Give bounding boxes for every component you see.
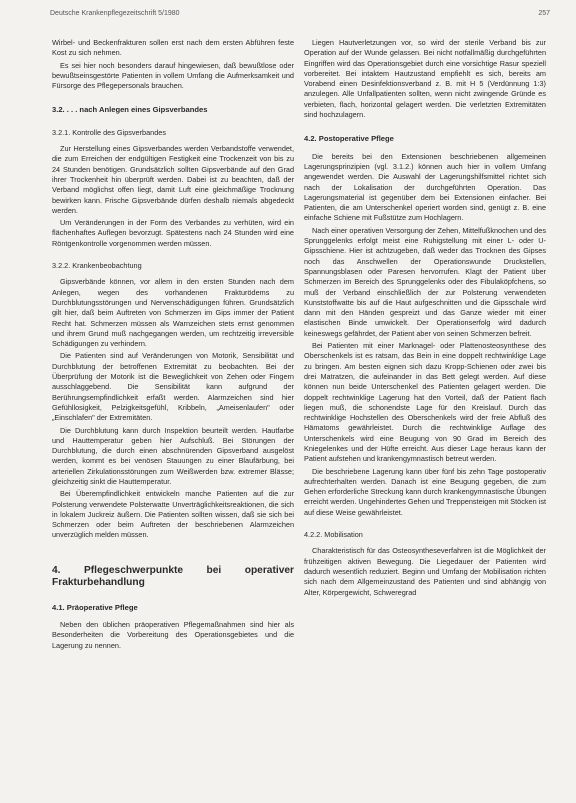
journal-title: Deutsche Krankenpflegezeitschrift 5/1980 [50, 10, 180, 17]
paragraph: Nach einer operativen Versorgung der Zehen, Mittelfußknochen und des Sprunggelenks erfolgt meist eine Ruhigstellung mit einer L- oder U-Gipsschiene. Hier ist achtzugeben, daß weder das Trocknen des Gipses noch das Anschwellen der Operationswunde Druckstellen, Spannungsblasen oder Paresen hervorrufen. Klagt der Patient über Schmerzen im Bereich des Sprunggelenks oder des Fibulaköpfchens, so muß der Verband einschließlich der zur Polsterung verwendeten Kunststoffwatte bis auf die Haut aufgeschnitten und die Gipsschale wird dann mit den Händen gespreizt und das Ganze wieder mit einer elastischen Binde umwickelt. Der Operationserfolg wird dadurch keineswegs gefährdet, der Patient aber von seinen Schmerzen befreit. [304, 225, 546, 338]
right-column [304, 38, 546, 600]
paragraph: Bei Überempfindlichkeit entwickeln manche Patienten auf die zur Polsterung verwendete Polsterwatte Unverträglichkeitsreaktionen, die sich in lokalem Juckreiz äußern. Die Patienten sollten wissen, daß sie sich bei Schmerzen oder beim Auftreten der beschriebenen Alarmzeichen unverzüglich melden müssen. [52, 489, 294, 540]
page-number: 257 [538, 10, 550, 17]
paragraph: Um Veränderungen in der Form des Verbandes zu verhüten, wird ein flächenhaftes Auflegen bevorzugt. Spätestens nach 24 Stunden wird eine Röntgenkontrolle vorgenommen werden müssen. [52, 218, 294, 248]
chapter-heading-4: 4. Pflegeschwerpunkte bei operativer Frakturbehandlung [52, 564, 294, 588]
paragraph: Charakteristisch für das Osteosyntheseverfahren ist die Möglichkeit der frühzeitigen aktiven Bewegung. Die Liegedauer der Patienten wird dadurch wesentlich reduziert. Beginn und Umfang der Mobilisation richten sich nach dem Allgemeinzustand des Patienten und sind abhängig von Alter, Körpergewicht, Schweregrad [304, 546, 546, 597]
paragraph: Zur Herstellung eines Gipsverbandes werden Verbandstoffe verwendet, die zum Erreichen der endgültigen Festigkeit eine Trockenzeit von bis zu 24 Stunden benötigen. Grundsätzlich sollten Gipsverbände auf den Grad ihrer Trockenheit hin überprüft werden. Dabei ist zu beachten, daß der Verband möglichst offen liegt, damit Luft eine gleichmäßige Trocknung bewirken kann. Frische Gipsverbände dürfen deshalb niemals abgedeckt werden. [52, 144, 294, 215]
paragraph: Gipsverbände können, vor allem in den ersten Stunden nach dem Anlegen, wegen des vorhandenen Frakturödems zu Durchblutungsstörungen und Nervenschädigungen führen. Grundsätzlich gilt hier, daß beim Auftreten von Schmerzen im Gips immer der Patient Recht hat. Schmerzen müssen als Warnzeichen stets ernst genommen und ihrem Grund muß nachgegangen werden, um rechtzeitig irreversible Schädigungen zu verhindern. [52, 277, 294, 349]
subsection-heading-3-2-2: 3.2.2. Krankenbeobachtung [52, 261, 142, 271]
paragraph: Wirbel- und Beckenfrakturen sollen erst nach dem ersten Abführen feste Kost zu sich nehmen. [52, 38, 294, 58]
paragraph: Neben den üblichen präoperativen Pflegemaßnahmen sind hier als Besonderheiten die Vorbereitung des Operationsgebietes und die Lagerung zu nennen. [52, 620, 294, 650]
paragraph: Die beschriebene Lagerung kann über fünf bis zehn Tage postoperativ aufrechterhalten werden. Danach ist eine Beugung gegeben, die zum Gehen erforderliche Streckung kann durch krankengymnastische Übungen erreicht werden. Ungehindertes Gehen und Treppensteigen mit Stöcken ist auf diese Weise gewährleistet. [304, 466, 546, 517]
left-column [52, 38, 294, 653]
subsection-heading-4-2-2: 4.2.2. Mobilisation [304, 530, 363, 540]
paragraph: Die Durchblutung kann durch Inspektion beurteilt werden. Hautfarbe und Hauttemperatur geben hier Aufschluß. Bei Störungen der Durchblutung, die durch einen abschnürenden Gipsverband ausgelöst werden, kommt es bei venösen Stauungen zu einer Blaufärbung, bei arteriellen Zirkulationsstörungen zum Weißwerden bzw. extremer Blässe; gleichzeitig sinkt die Hauttemperatur. [52, 425, 294, 486]
section-heading-4-1: 4.1. Präoperative Pflege [52, 602, 138, 612]
paragraph: Bei Patienten mit einer Marknagel- oder Plattenosteosynthese des Oberschenkels ist es ratsam, das Bein in eine doppelt rechtwinklige Lage zu bringen. Am besten eignen sich dazu Kropp-Schienen oder zwei bis drei Matratzen, die aufeinander in das Bett gelegt werden. Auf diese können nun beide Unterschenkel des Patienten gelagert werden. Die doppelt rechtwinklige Lagerung hat den Vorteil, daß der Patient flach liegen muß, die schonendste Lage für den Kreislauf. Durch das rechtwinklige Hochstellen des Oberschenkels wird der freie Abfluß des Hämatoms gewährleistet. Durch die rechtwinklige Auflage des Unterschenkels wird eine Beugung von 90 Grad im Bereich des Kniegelenkes und der Hüfte erreicht. Aus dieser Lage heraus kann der Patient aufstehen und krankengymnastisch betreut werden. [304, 341, 546, 464]
paragraph: Die bereits bei den Extensionen beschriebenen allgemeinen Lagerungsprinzipien (vgl. 3.1.2.) können auch hier in vollem Umfang angewendet werden. Die Auswahl der Lagerungshilfsmittel richtet sich nach der Lokalisation der durchgeführten Operation. Das Lagerungsmaterial ist gegenüber dem bei Extensionen einfacher. Bei Patienten, die am Unterschenkel operiert worden sind, genügt z. B. eine einfache Schiene mit Fußstütze zum Hochlagern. [304, 151, 546, 223]
paragraph: Liegen Hautverletzungen vor, so wird der sterile Verband bis zur Operation auf der Wunde gelassen. Bei nicht notfallmäßig durchgeführten Eingriffen wird das Operationsgebiet durch eine vorsichtige Rasur speziell vorbereitet. Bei intaktem Hautzustand empfiehlt es sich, bereits am Vorabend einen Desinfektionsverband z. B. mit H 5 (Verdünnung 1:3) anzulegen. Alle Unfallpatienten sollten, wenn nicht zwingende Gründe es verbieten, flach, horizontal gelagert werden. Die verletzten Extremitäten sind hochzulagern. [304, 38, 546, 120]
subsection-heading-3-2-1: 3.2.1. Kontrolle des Gipsverbandes [52, 127, 166, 137]
running-header [50, 10, 550, 22]
section-heading-4-2: 4.2. Postoperative Pflege [304, 134, 394, 144]
paragraph: Es sei hier noch besonders darauf hingewiesen, daß bewußtlose oder bewußtseinsgestörte Patienten in vollem Umfang die Aufmerksamkeit und Fürsorge des Pflegepersonals brauchen. [52, 60, 294, 91]
paragraph: Die Patienten sind auf Veränderungen von Motorik, Sensibilität und Durchblutung der betroffenen Extremität zu beobachten. Bei der Überprüfung der Motorik ist die Beweglichkeit von Zehen oder Fingern ausschlaggebend. Die Sensibilität kann aufgrund der Berührungsempfindlichkeit erfaßt werden. Alarmzeichen sind hier Gefühllosigkeit, Pelzigkeitsgefühl, Kribbeln, „Ameisenlaufen" oder „Einschlafen" der Extremitäten. [52, 351, 294, 423]
section-heading-3-2: 3.2. . . . nach Anlegen eines Gipsverbandes [52, 105, 208, 115]
